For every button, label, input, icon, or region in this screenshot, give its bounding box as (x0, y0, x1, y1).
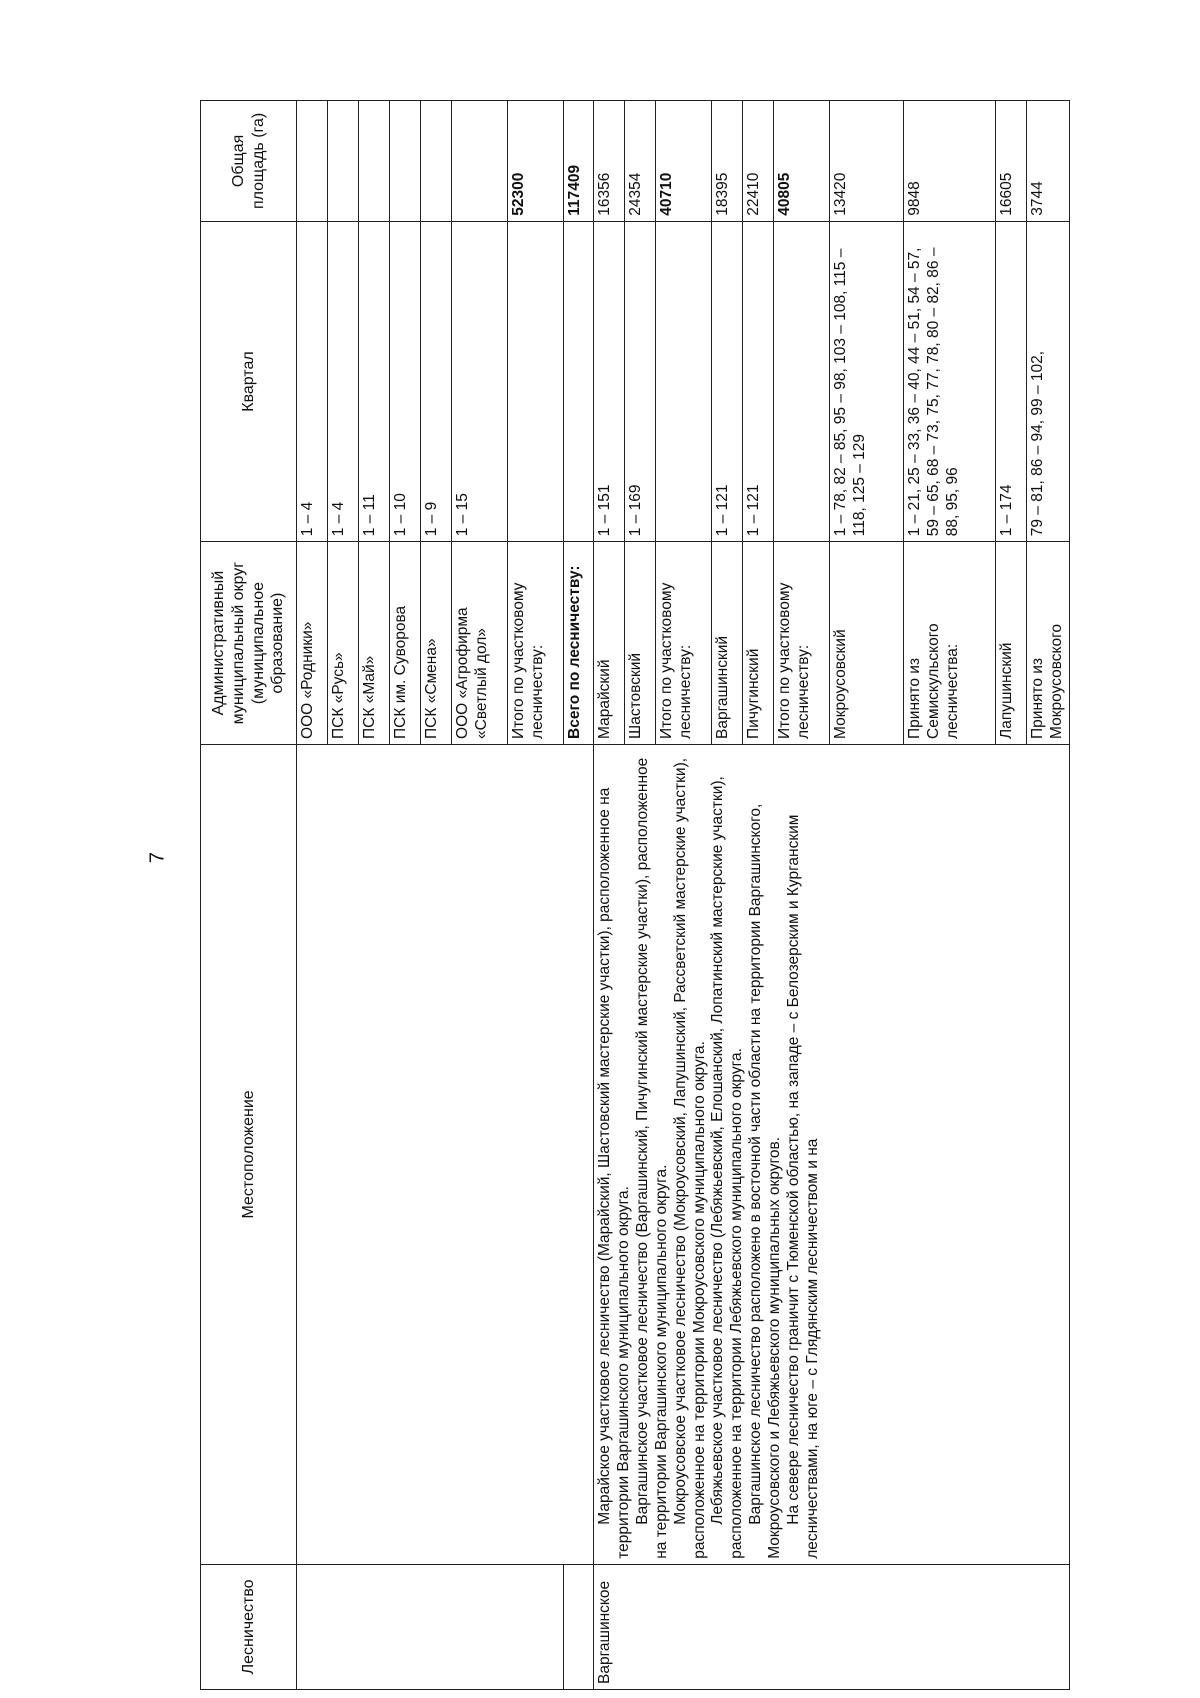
quarter-cell: 1 – 78, 82 – 85, 95 – 98, 103 – 108, 115 – 118, 125 – 129 (830, 221, 904, 541)
admin-cell: Варгашинский (712, 542, 743, 745)
header-forestry: Лесничество (201, 1564, 297, 1689)
admin-cell: Шастовский (625, 542, 656, 745)
quarter-cell (508, 221, 564, 541)
area-cell (421, 101, 452, 222)
admin-cell: ООО «Агрофирма «Светлый дол» (452, 542, 508, 745)
admin-cell: Принято из Семискульского лесничества: (904, 542, 996, 745)
table-row (594, 101, 625, 1690)
admin-cell: Итого по участковому лесничеству: (656, 542, 712, 745)
quarter-cell (656, 221, 712, 541)
location-paragraph: Лебяжьевское участковое лесничество (Лебяжьевский, Елошанский, Лопатинский мастерские участки), расположенное на территории Лебяжьевского муниципального округа. (709, 776, 746, 1559)
area-cell: 9848 (904, 101, 996, 222)
header-location: Местоположение (201, 744, 297, 1564)
quarter-cell: 1 – 11 (359, 221, 390, 541)
quarter-cell (774, 221, 830, 541)
page-number: 7 (146, 851, 169, 864)
header-admin: Административный муниципальный округ (муниципальное образование) (201, 542, 297, 745)
admin-cell: Итого по участковому лесничеству: (774, 542, 830, 745)
admin-cell: Мокроусовский (830, 542, 904, 745)
header-area: Общая площадь (га) (201, 101, 297, 222)
forestry-name-vargashinskoe: Варгашинское (594, 1564, 1070, 1689)
quarter-cell: 1 – 4 (328, 221, 359, 541)
forestry-cell-prev (297, 1564, 564, 1689)
quarter-cell: 1 – 15 (452, 221, 508, 541)
quarter-cell: 1 – 169 (625, 221, 656, 541)
quarter-cell: 1 – 174 (996, 221, 1027, 541)
location-cell-prev (297, 744, 594, 1564)
admin-cell: ООО «Родники» (297, 542, 328, 745)
table-row (297, 101, 328, 1690)
location-paragraph: Мокроусовское участковое лесничество (Мокроусовский, Лапушинский, Рассветский мастерские участки), расположенное на территории Мокроусовского муниципального округа. (671, 757, 708, 1559)
quarter-cell: 79 – 81, 86 – 94, 99 – 102, (1027, 221, 1070, 541)
area-cell (328, 101, 359, 222)
quarter-cell: 1 – 121 (743, 221, 774, 541)
quarter-cell: 1 – 121 (712, 221, 743, 541)
admin-cell: Пичугинский (743, 542, 774, 745)
area-cell-total: 117409 (564, 101, 594, 222)
location-paragraph: Варгашинское участковое лесничество (Варгашинский, Пичугинский мастерские участки), расположенное на территории Варгашинского муниципального округа. (633, 757, 670, 1559)
area-cell: 40805 (774, 101, 830, 222)
forestry-table (200, 100, 1070, 1690)
quarter-cell: 1 – 21, 25 – 33, 36 – 40, 44 – 51, 54 – 57, 59 – 65, 68 – 73, 75, 77, 78, 80 – 82, 86 – 88, 95, 96 (904, 221, 996, 541)
admin-cell: ПСК «Май» (359, 542, 390, 745)
quarter-cell (564, 221, 594, 541)
quarter-cell: 1 – 9 (421, 221, 452, 541)
area-cell (452, 101, 508, 222)
admin-cell: Марайский (594, 542, 625, 745)
area-cell: 52300 (508, 101, 564, 222)
area-cell (390, 101, 421, 222)
admin-cell: ПСК «Смена» (421, 542, 452, 745)
area-cell (297, 101, 328, 222)
admin-cell: Лапушинский (996, 542, 1027, 745)
forestry-cell-prev-end (564, 1564, 594, 1689)
admin-cell: ПСК «Русь» (328, 542, 359, 745)
area-cell: 13420 (830, 101, 904, 222)
quarter-cell: 1 – 151 (594, 221, 625, 541)
header-quarter: Квартал (201, 221, 297, 541)
admin-cell-total: Всего по лесничеству: (564, 542, 594, 745)
table-header-row (201, 101, 297, 1690)
area-cell: 18395 (712, 101, 743, 222)
area-cell (359, 101, 390, 222)
area-cell: 22410 (743, 101, 774, 222)
area-cell: 24354 (625, 101, 656, 222)
location-paragraph: На севере лесничество граничит с Тюменской областью, на западе – с Белозерским и Курганским лесничествами, на юге – с Глядянским лесничеством и на (785, 814, 821, 1559)
admin-cell: Принято из Мокроусовского (1027, 542, 1070, 745)
area-cell: 16356 (594, 101, 625, 222)
area-cell: 3744 (1027, 101, 1070, 222)
location-paragraph: Варгашинское лесничество расположено в восточной части области на территории Варгашинского, Мокроусовского и Лебяжьевского муниципальных округов. (747, 803, 784, 1559)
rotated-table-container (200, 100, 1065, 1690)
location-description (594, 744, 1070, 1564)
admin-cell: ПСК им. Суворова (390, 542, 421, 745)
location-paragraph: Марайское участковое лесничество (Марайский, Шастовский мастерские участки), расположенное на территории Варгашинского муниципального округа. (596, 787, 632, 1559)
quarter-cell: 1 – 10 (390, 221, 421, 541)
admin-cell: Итого по участковому лесничеству: (508, 542, 564, 745)
quarter-cell: 1 – 4 (297, 221, 328, 541)
area-cell: 16605 (996, 101, 1027, 222)
area-cell: 40710 (656, 101, 712, 222)
